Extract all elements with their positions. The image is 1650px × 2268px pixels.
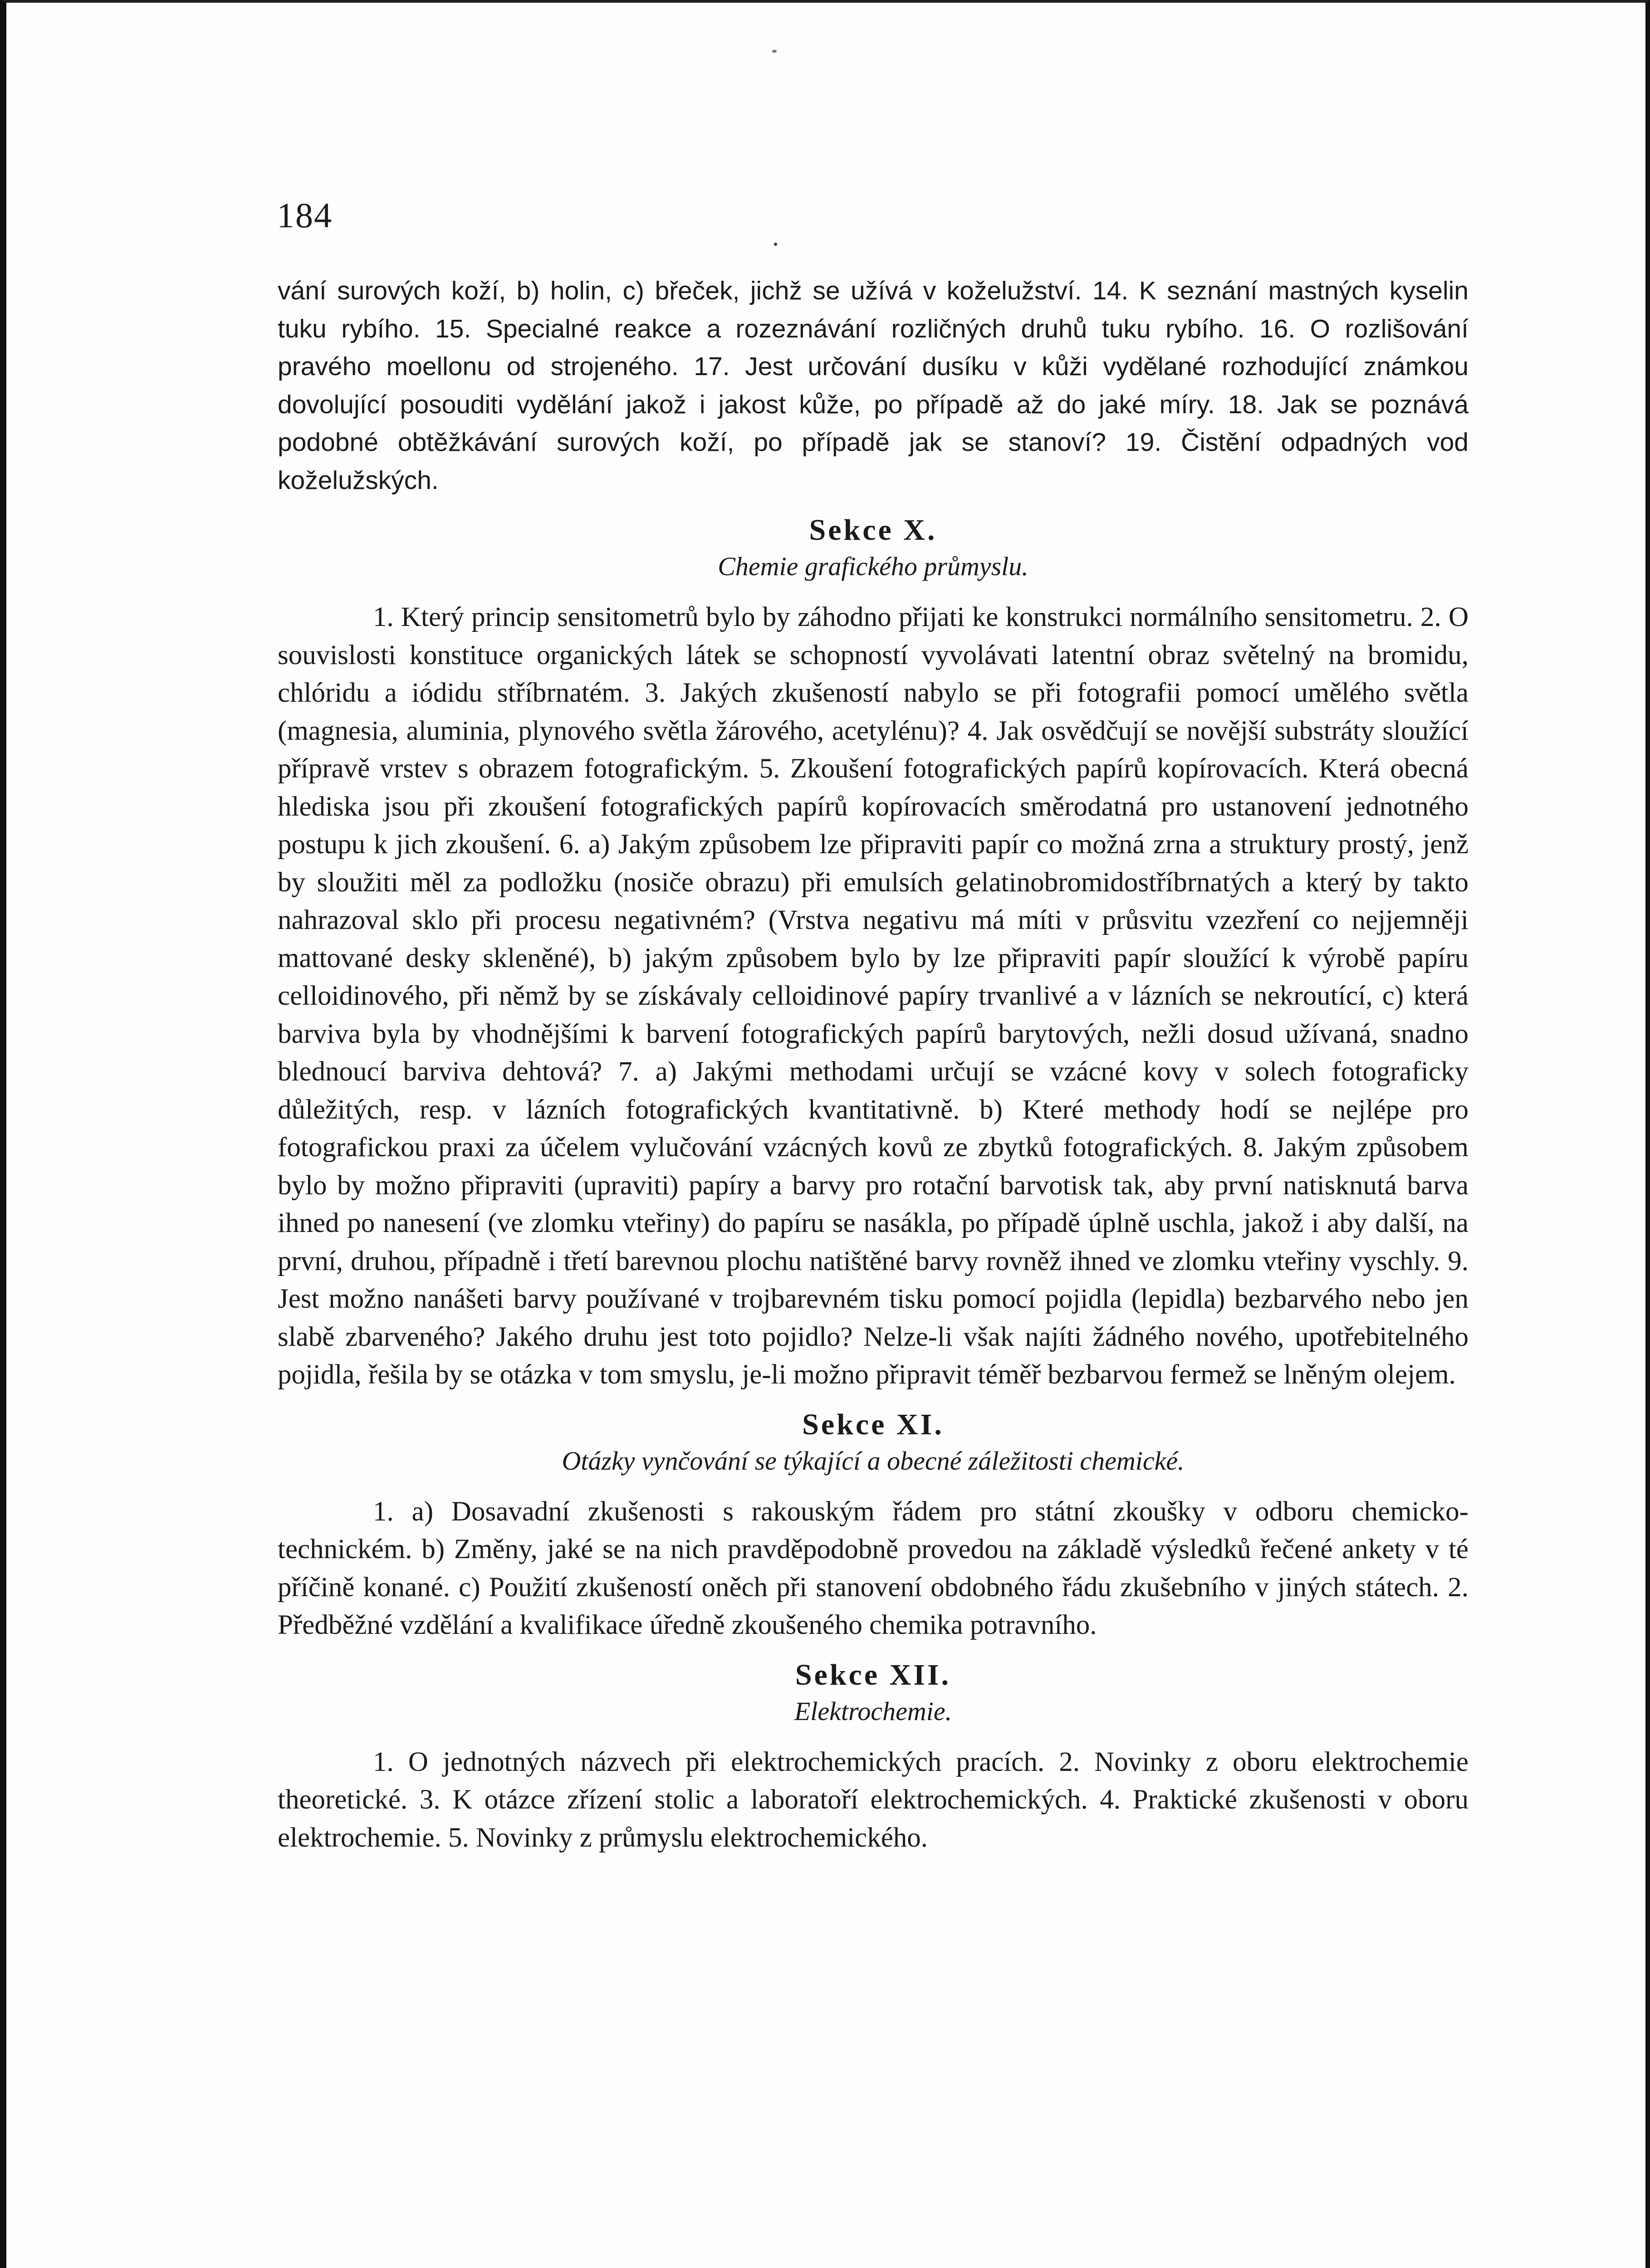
section-xii-body: 1. O jednotných názvech při elektrochemických pracích. 2. Novinky z oboru elektrochemie theoretické. 3. K otázce zřízení stolic a laboratoří elektrochemických. 4. Praktické zkušenosti v oboru elektrochemie. 5. Novinky z průmyslu elektrochemického. xyxy=(278,1746,1469,1853)
intro-paragraph: vání surových koží, b) holin, c) břeček, jichž se užívá v koželužství. 14. K seznání mastných kyselin tuku rybího. 15. Specialné reakce a rozeznávání rozličných druhů tuku rybího. 16. O rozlišování pravého moellonu od strojeného. 17. Jest určování dusíku v kůži vydělané rozhodující známkou dovolující posouditi vydělání jakož i jakost kůže, po případě až do jaké míry. 18. Jak se poznává podobné obtěžkávání surových koží, po případě jak se stanoví? 19. Čistění odpadných vod koželužských. xyxy=(278,276,1469,495)
section-xi-body: 1. a) Dosavadní zkušenosti s rakouským řádem pro státní zkoušky v odboru chemicko-technickém. b) Změny, jaké se na nich pravděpodobně provedou na základě výsledků řečené ankety v té příčině konané. c) Použití zkušeností oněch při stanovení obdobného řádu zkušebního v jiných státech. 2. Předběžné vzdělání a kvalifikace úředně zkoušeného chemika potravního. xyxy=(278,1496,1469,1640)
section-xi-heading: Sekce XI. xyxy=(802,1408,944,1441)
section-xi-subtitle: Otázky vynčování se týkající a obecné záležitosti chemické. xyxy=(562,1446,1185,1476)
section-xii-subtitle: Elektrochemie. xyxy=(794,1696,952,1726)
section-x-subtitle: Chemie grafického průmyslu. xyxy=(718,552,1028,581)
section-x-body: 1. Který princip sensitometrů bylo by záhodno přijati ke konstrukci normálního sensitometru. 2. O souvislosti konstituce organických látek se schopností vyvolávati latentní obraz světelný na bromidu, chlóridu a iódidu stříbrnatém. 3. Jakých zkušeností nabylo se při fotografii pomocí umělého světla (magnesia, aluminia, plynového světla žárového, acetylénu)? 4. Jak osvědčují se novější substráty sloužící přípravě vrstev s obrazem fotografickým. 5. Zkoušení fotografických papírů kopírovacích. Která obecná hlediska jsou při zkoušení fotografických papírů kopírovacích směrodatná pro ustanovení jednotného postupu k jich zkoušení. 6. a) Jakým způsobem lze připraviti papír co možná zrna a struktury prostý, jenž by sloužiti měl za podložku (nosiče obrazu) při emulsích gelatinobromidostříbrnatých a který by takto nahrazoval sklo při procesu negativném? (Vrstva negativu má míti v průsvitu vzezření co nejjemněji mattované desky skleněné), b) jakým způsobem bylo by lze připraviti papír sloužící k výrobě papíru celloidinového, při němž by se získávaly celloidinové papíry trvanlivé a v lázních se nekroutící, c) která barviva byla by vhodnějšími k barvení fotografických papírů barytových, nežli dosud užívaná, snadno blednoucí barviva dehtová? 7. a) Jakými methodami určují se vzácné kovy v solech fotograficky důležitých, resp. v lázních fotografických kvantitativně. b) Které methody hodí se nejlépe pro fotografickou praxi za účelem vylučování vzácných kovů ze zbytků fotografických. 8. Jakým způsobem bylo by možno připraviti (upraviti) papíry a barvy pro rotační barvotisk tak, aby první natisknutá barva ihned po nanesení (ve zlomku vteřiny) do papíru se nasákla, po případě úplně uschla, jakož i aby další, na první, druhou, případně i třetí barevnou plochu natištěné barvy rovněž ihned ve zlomku vteřiny vyschly. 9. Jest možno nanášeti barvy používané v trojbarevném tisku pomocí pojidla (lepidla) bezbarvého nebo jen slabě zbarveného? Jakého druhu jest toto pojidlo? Nelze-li však najíti žádného nového, upotřebitelného pojidla, řešila by se otázka v tom smyslu, je-li možno připravit téměř bezbarvou fermež se lněným olejem. xyxy=(278,602,1469,1390)
section-xii-heading: Sekce XII. xyxy=(795,1658,951,1691)
scan-speck xyxy=(772,50,777,53)
page-number: 184 xyxy=(277,196,333,235)
scan-dot xyxy=(774,243,777,246)
section-x-heading: Sekce X. xyxy=(809,513,937,547)
main-text xyxy=(278,272,1469,1857)
